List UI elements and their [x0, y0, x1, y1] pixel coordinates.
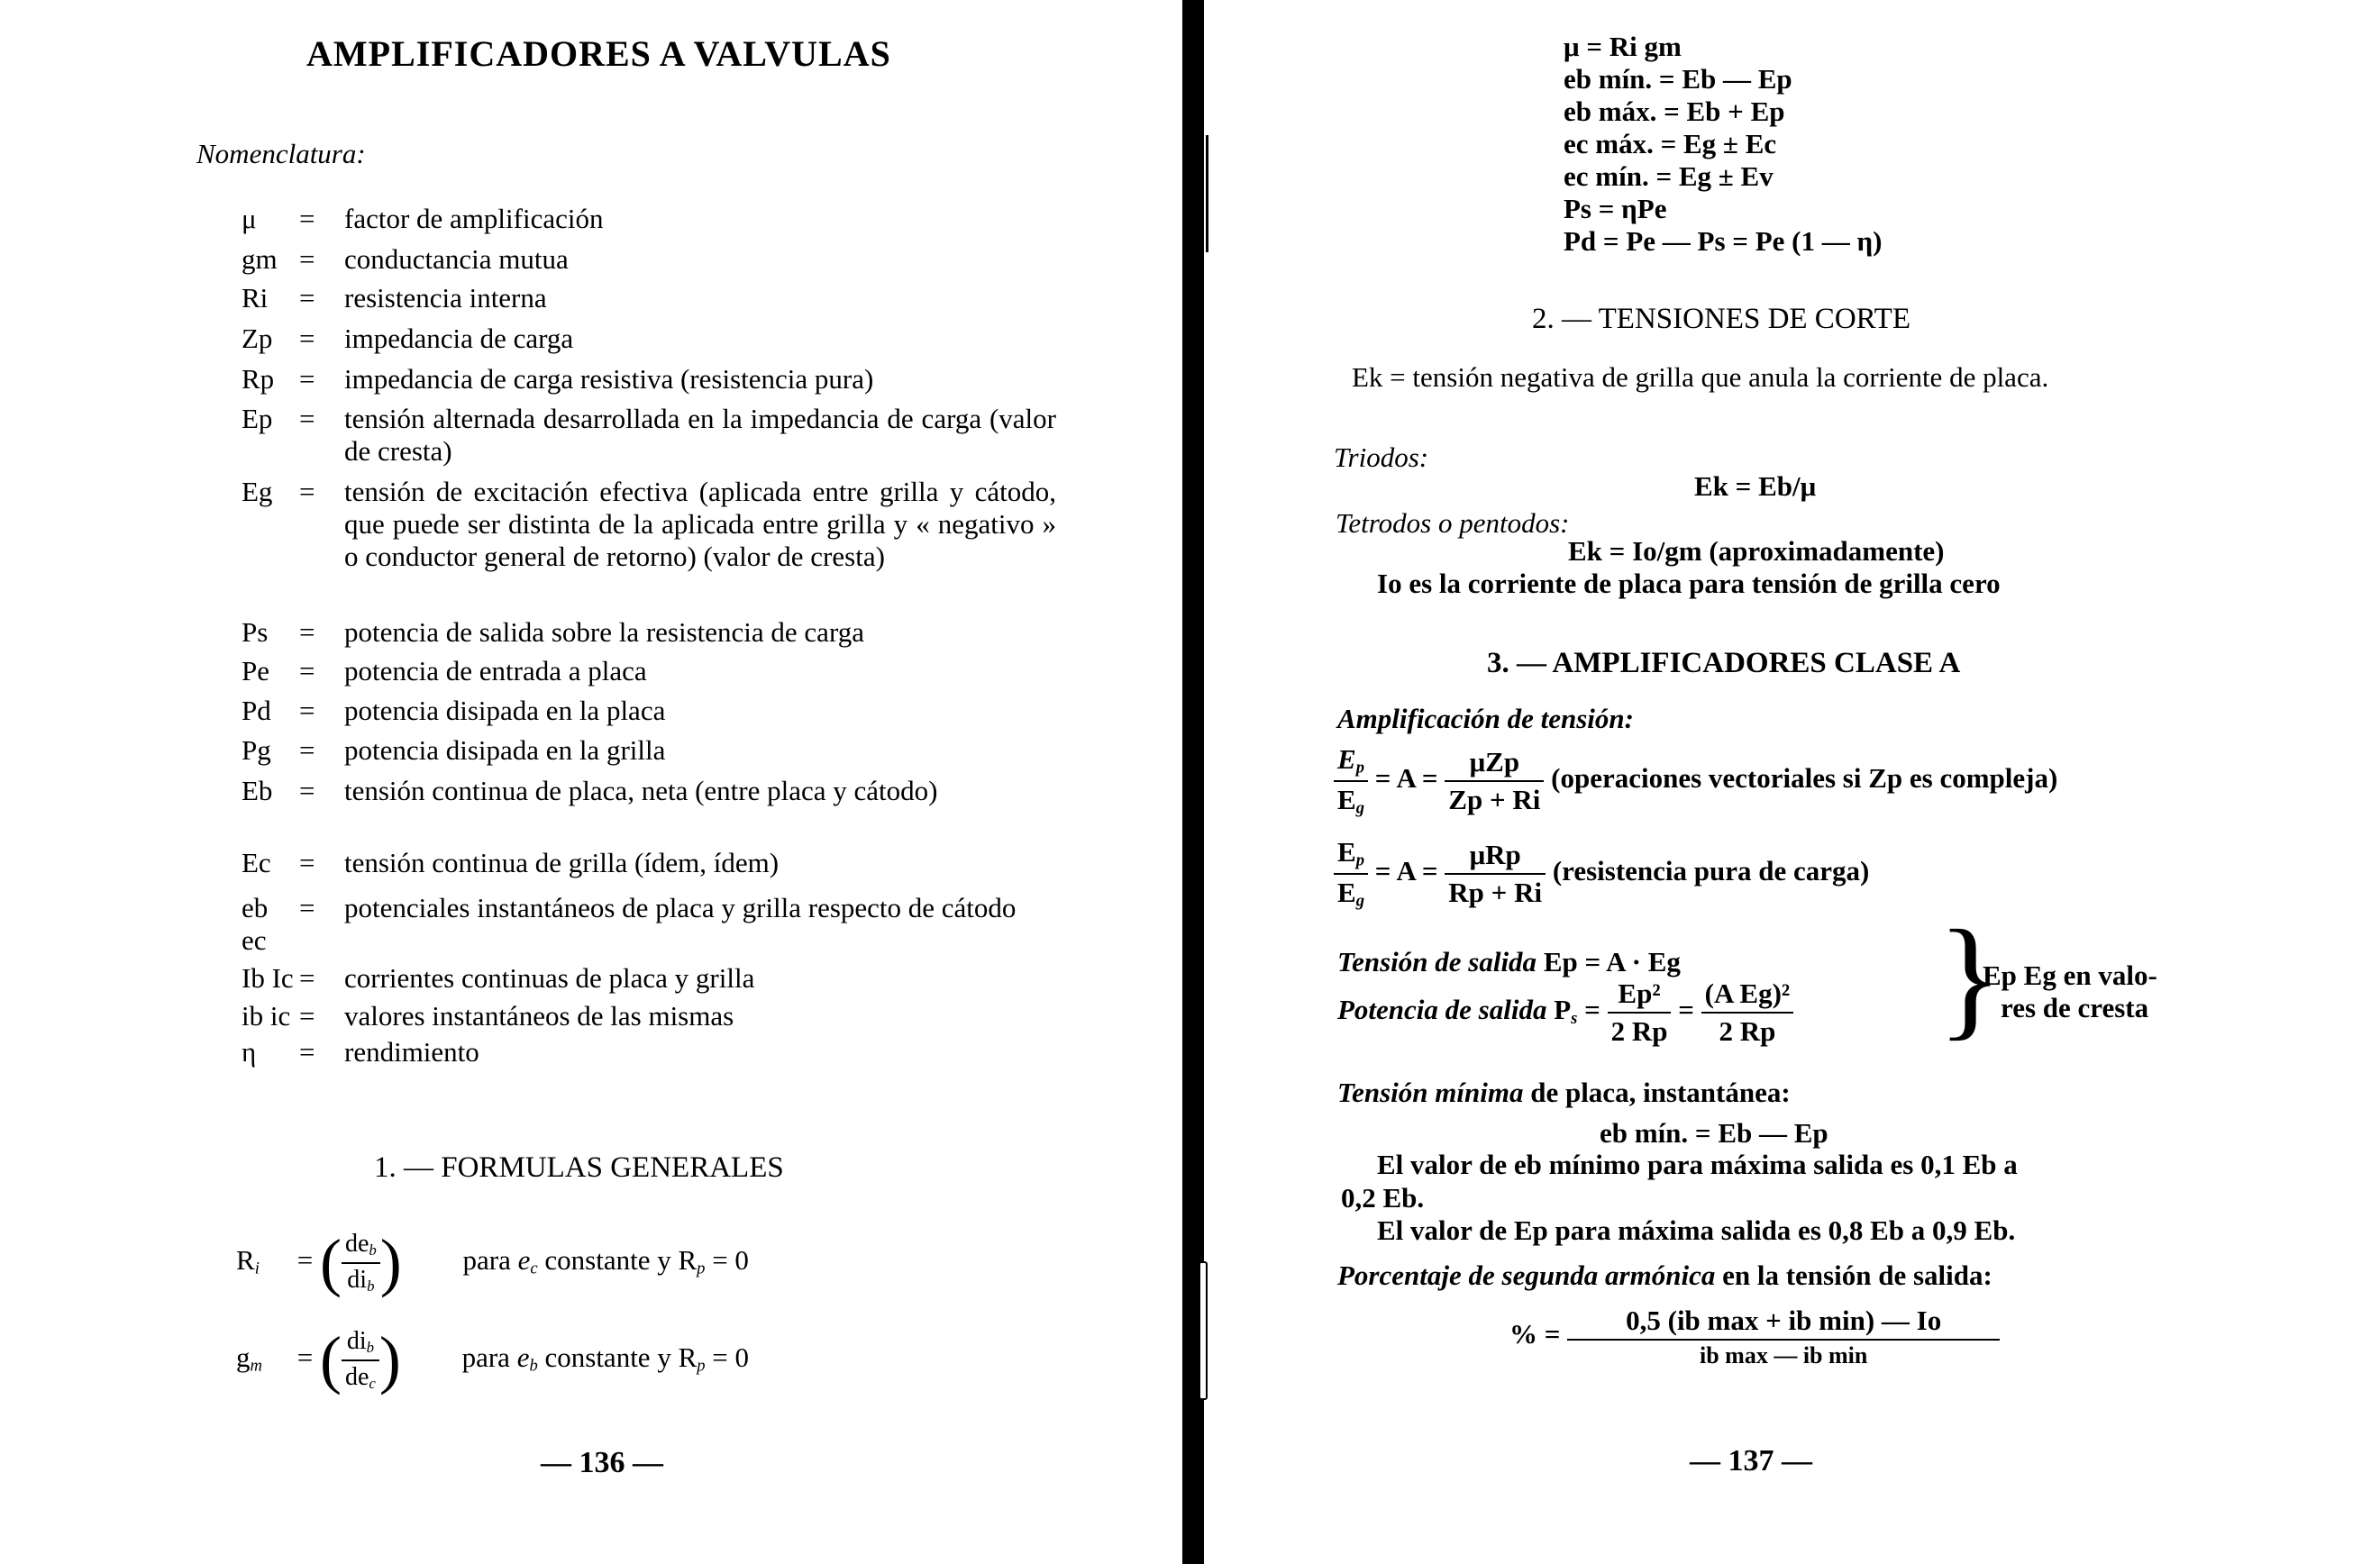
formula-ri-lhs: $R_i$ — [236, 1243, 260, 1278]
formula-gm-den: $de_c$ — [344, 1362, 376, 1392]
nomenclature-symbol: Eb — [242, 775, 273, 806]
spine-fold-mark — [1206, 135, 1213, 252]
top-formula: eb máx. = Eb + Ep — [1564, 95, 1785, 127]
formula-gm-lhs: $g_m$ — [236, 1341, 262, 1376]
nomenclature-definition: conductancia mutua — [344, 243, 569, 275]
harmonic-lhs: % = — [1509, 1318, 1561, 1350]
nomenclature-definition: tensión continua de grilla (ídem, ídem) — [344, 847, 780, 878]
nomenclature-definition: potenciales instantáneos de placa y grilla respecto de cátodo — [344, 892, 1017, 923]
valor-eb-line1: El valor de eb mínimo para máxima salida es 0,1 Eb a — [1377, 1149, 2018, 1180]
nomenclature-equals: = — [299, 655, 315, 687]
nomenclature-equals: = — [299, 775, 315, 806]
nomenclature-definition: tensión continua de placa, neta (entre placa y cátodo) — [344, 775, 938, 806]
tension-minima-rest: de placa, instantánea: — [1530, 1077, 1791, 1108]
nomenclature-equals: = — [299, 847, 315, 878]
nomenclature-symbol: Ib Ic — [242, 962, 294, 994]
valor-ep-line: El valor de Ep para máxima salida es 0,8 Eb a 0,9 Eb. — [1377, 1214, 2016, 1246]
nomenclature-definition: resistencia interna — [344, 282, 547, 314]
nomenclature-definition: impedancia de carga resistiva (resistencia pura) — [344, 363, 874, 395]
nomenclature-heading: Nomenclatura: — [196, 138, 366, 169]
ek-definition: Ek = tensión negativa de grilla que anula la corriente de placa. — [1352, 361, 2049, 393]
amp-formula-1: $\frac{E_p}{E_g}$ = A = $\frac{\text{μZp}}{Zp + Ri}$ (operaciones vectoriales si Zp es compleja) — [1334, 743, 2057, 818]
nomenclature-equals: = — [299, 1036, 315, 1068]
nomenclature-symbol: Rp — [242, 363, 275, 395]
nomenclature-symbol: μ — [242, 203, 257, 234]
harmonic-formula — [1509, 1305, 2000, 1369]
nomenclature-symbol: eb ec — [242, 892, 269, 956]
formula-ri-num: $de_b$ — [342, 1230, 380, 1263]
nomenclature-definition: factor de amplificación — [344, 203, 604, 234]
potencia-num-2: (A Eg)² — [1701, 978, 1794, 1014]
nomenclature-definition: potencia disipada en la grilla — [344, 734, 666, 766]
section-3-heading: 3. — AMPLIFICADORES CLASE A — [1487, 647, 1961, 679]
tension-minima — [1337, 1077, 1791, 1109]
tetrodos-label: Tetrodos o pentodos: — [1336, 507, 1570, 539]
nomenclature-symbol: Pd — [242, 695, 271, 726]
right-brace: } — [1938, 903, 2002, 1052]
nomenclature-definition: impedancia de carga — [344, 323, 574, 354]
nomenclature-equals: = — [299, 962, 315, 994]
nomenclature-equals: = — [299, 734, 315, 766]
nomenclature-symbol: Zp — [242, 323, 273, 354]
amp-formula-2-num: μRp — [1445, 839, 1546, 875]
io-note: Io es la corriente de placa para tensión de grilla cero — [1377, 568, 2001, 599]
nomenclature-symbol: Pg — [242, 734, 271, 766]
right-page — [1217, 0, 2380, 1564]
top-formula: Ps = ηPe — [1564, 193, 1667, 224]
section-1-heading: 1. — FORMULAS GENERALES — [374, 1151, 784, 1184]
tension-minima-label: Tensión mínima — [1337, 1077, 1524, 1108]
nomenclature-equals: = — [299, 695, 315, 726]
nomenclature-equals: = — [299, 363, 315, 395]
amp-formula-2: $\frac{E_p}{E_g}$ = A = $\frac{\text{μRp}}{Rp + Ri}$ (resistencia pura de carga) — [1334, 836, 1869, 911]
brace-note: Ep Eg en valo- res de cresta — [1983, 959, 2157, 1023]
triodos-label: Triodos: — [1334, 441, 1429, 473]
nomenclature-definition: potencia de entrada a placa — [344, 655, 647, 687]
formula-ri-den: $di_b$ — [347, 1265, 375, 1295]
potencia-den-2: 2 Rp — [1719, 1015, 1776, 1047]
nomenclature-equals: = — [299, 616, 315, 648]
potencia-salida-label: Potencia de salida — [1337, 994, 1547, 1026]
nomenclature-equals: = — [299, 203, 315, 234]
amp-formula-1-den: Zp + Ri — [1448, 783, 1541, 815]
harmonic-num: 0,5 (ib max + ib min) — Io — [1567, 1305, 2000, 1341]
nomenclature-definition: tensión de excitación efectiva (aplicada entre grilla y cátodo, que puede ser distinta de la aplicada entre grilla y « negativo » o conductor general de retorno) (valor de cresta) — [344, 476, 1056, 572]
formula-gm-num: $di_b$ — [342, 1327, 379, 1360]
nomenclature-symbol: Ep — [242, 403, 273, 434]
nomenclature-definition: potencia de salida sobre la resistencia de carga — [344, 616, 864, 648]
nomenclature-definition: corrientes continuas de placa y grilla — [344, 962, 755, 994]
nomenclature-symbol: gm — [242, 243, 278, 275]
harmonic-den: ib max — ib min — [1699, 1342, 1868, 1368]
nomenclature-equals: = — [299, 476, 315, 507]
page-number-left: — 136 — — [541, 1446, 663, 1479]
nomenclature-equals: = — [299, 282, 315, 314]
formula-ri: $R_i$ = ( $\frac{de_b}{di_b}$ ) para $e_c$ constante y $R_p = 0$ — [236, 1226, 749, 1298]
amp-formula-2-den: Rp + Ri — [1448, 876, 1543, 908]
formula-gm: $g_m$ = ( $\frac{di_b}{de_c}$ ) para $e_b$ constante y $R_p = 0$ — [236, 1323, 750, 1396]
porcentaje — [1337, 1259, 1992, 1292]
nomenclature-definition: tensión alternada desarrollada en la impedancia de carga (valor de cresta) — [344, 403, 1056, 467]
tetrodos-formula: Ek = Io/gm (aproximadamente) — [1568, 535, 1945, 567]
top-formula: μ = Ri gm — [1564, 31, 1682, 62]
nomenclature-definition: potencia disipada en la placa — [344, 695, 666, 726]
page-number-right: — 137 — — [1690, 1444, 1812, 1478]
potencia-num-1: Ep² — [1608, 978, 1672, 1014]
nomenclature-symbol: Eg — [242, 476, 273, 507]
tension-salida-formula: Ep = A · Eg — [1543, 946, 1681, 978]
porcentaje-label: Porcentaje de segunda armónica — [1337, 1259, 1716, 1291]
nomenclature-equals: = — [299, 243, 315, 275]
nomenclature-symbol: Pe — [242, 655, 269, 687]
potencia-den-1: 2 Rp — [1610, 1015, 1668, 1047]
nomenclature-equals: = — [299, 323, 315, 354]
top-formula: ec máx. = Eg ± Ec — [1564, 128, 1777, 159]
nomenclature-equals: = — [299, 403, 315, 434]
spine-fold-mark-lower — [1199, 1261, 1208, 1400]
triodos-formula: Ek = Eb/μ — [1694, 470, 1817, 502]
amplificacion-label: Amplificación de tensión: — [1337, 703, 1634, 734]
nomenclature-symbol: η — [242, 1036, 257, 1068]
top-formula: ec mín. = Eg ± Ev — [1564, 160, 1774, 192]
nomenclature-equals: = — [299, 892, 315, 923]
section-2-heading: 2. — TENSIONES DE CORTE — [1532, 303, 1910, 335]
amp-formula-1-note: (operaciones vectoriales si Zp es compleja) — [1551, 761, 2058, 794]
formula-gm-condition: para $e_b$ constante y $R_p = 0$ — [461, 1341, 750, 1376]
left-page — [0, 0, 1172, 1564]
page-title: AMPLIFICADORES A VALVULAS — [306, 33, 891, 74]
top-formula: eb mín. = Eb — Ep — [1564, 63, 1792, 95]
potencia-salida: Potencia de salida $P_s$ = $\frac{\text{Ep²}}{2 Rp}$ = $\frac{\text{(A Eg)²}}{2 Rp}$ — [1337, 978, 1793, 1048]
porcentaje-rest: en la tensión de salida: — [1722, 1259, 1992, 1291]
tension-salida-label: Tensión de salida — [1337, 946, 1537, 978]
nomenclature-equals: = — [299, 1000, 315, 1032]
tension-salida — [1337, 946, 1681, 978]
nomenclature-symbol: ib ic — [242, 1000, 291, 1032]
amp-formula-2-note: (resistencia pura de carga) — [1552, 854, 1870, 887]
nomenclature-symbol: Ec — [242, 847, 271, 878]
nomenclature-symbol: Ri — [242, 282, 269, 314]
valor-eb-line2: 0,2 Eb. — [1341, 1182, 1425, 1214]
formula-ri-condition: para $e_c$ constante y $R_p = 0$ — [462, 1243, 749, 1278]
eb-min-formula: eb mín. = Eb — Ep — [1600, 1117, 1828, 1149]
top-formula: Pd = Pe — Ps = Pe (1 — η) — [1564, 225, 1883, 257]
nomenclature-definition: valores instantáneos de las mismas — [344, 1000, 734, 1032]
amp-formula-1-num: μZp — [1445, 746, 1544, 782]
nomenclature-symbol: Ps — [242, 616, 269, 648]
nomenclature-definition: rendimiento — [344, 1036, 479, 1068]
